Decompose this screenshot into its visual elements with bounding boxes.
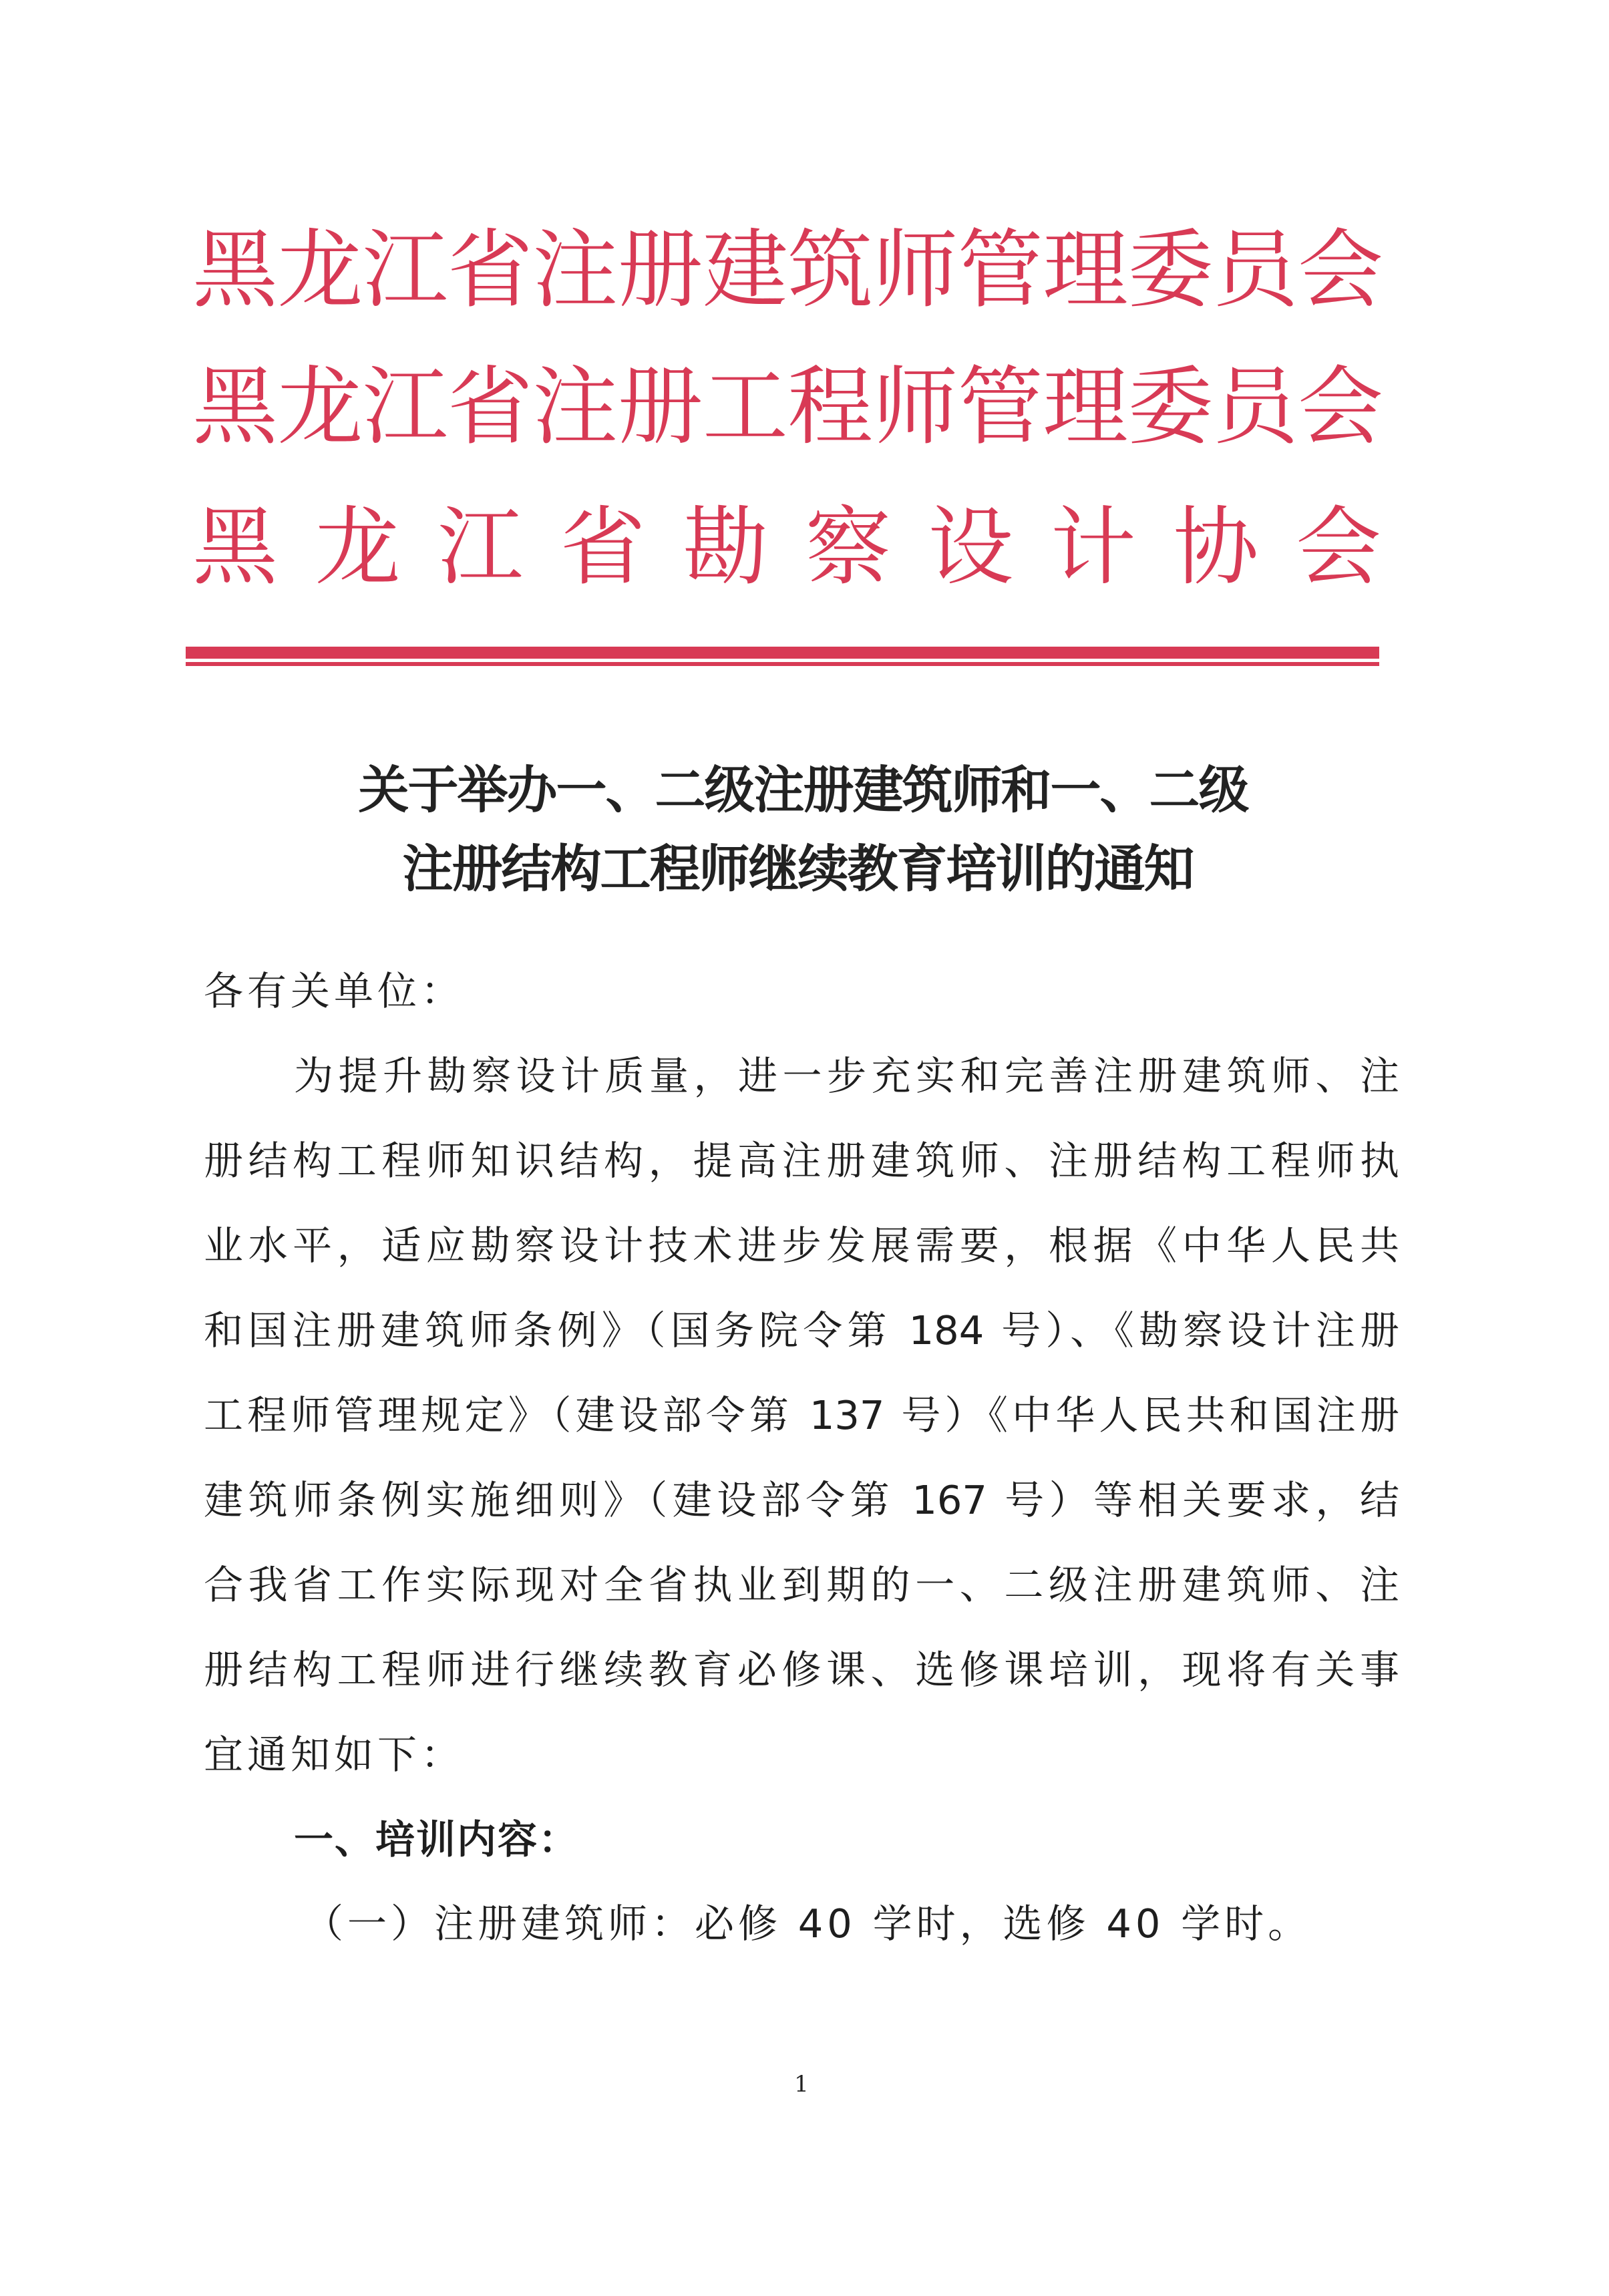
title-line-1: 关于举办一、二级注册建筑师和一、二级: [358, 760, 1248, 820]
page-number: 1: [794, 2071, 809, 2098]
body-line: 册结构工程师知识结构，提高注册建筑师、注册结构工程师执: [204, 1138, 1399, 1184]
body-line: 册结构工程师进行继续教育必修课、选修课培训，现将有关事: [204, 1647, 1399, 1693]
letterhead-line-engineers-committee: 黑龙江省注册工程师管理委员会: [192, 357, 1381, 457]
body-line: 和国注册建筑师条例》（国务院令第 184 号）、《勘察设计注册: [204, 1307, 1399, 1353]
body-line: 宜通知如下：: [204, 1732, 465, 1778]
body-line: 业水平，适应勘察设计技术进步发展需要，根据《中华人民共: [204, 1222, 1399, 1269]
letterhead-line-architects-committee: 黑龙江省注册建筑师管理委员会: [192, 220, 1381, 320]
body-line: 工程师管理规定》（建设部令第 137 号）《中华人民共和国注册: [204, 1392, 1399, 1438]
letterhead-divider-thin: [186, 662, 1379, 666]
body-line: 为提升勘察设计质量，进一步充实和完善注册建筑师、注: [294, 1053, 1399, 1099]
body-line: 合我省工作实际现对全省执业到期的一、二级注册建筑师、注: [204, 1562, 1399, 1608]
section-item-architects: （一）注册建筑师：必修 40 学时，选修 40 学时。: [304, 1901, 1312, 1947]
letterhead-line-survey-design-association: 黑龙江省勘察设计协会: [192, 498, 1381, 597]
body-line: 建筑师条例实施细则》（建设部令第 167 号）等相关要求，结: [204, 1477, 1399, 1523]
section-heading-training-content: 一、培训内容：: [294, 1816, 580, 1862]
letterhead-divider-thick: [186, 647, 1379, 659]
salutation: 各有关单位：: [204, 968, 465, 1014]
title-line-2: 注册结构工程师继续教育培训的通知: [402, 839, 1194, 898]
